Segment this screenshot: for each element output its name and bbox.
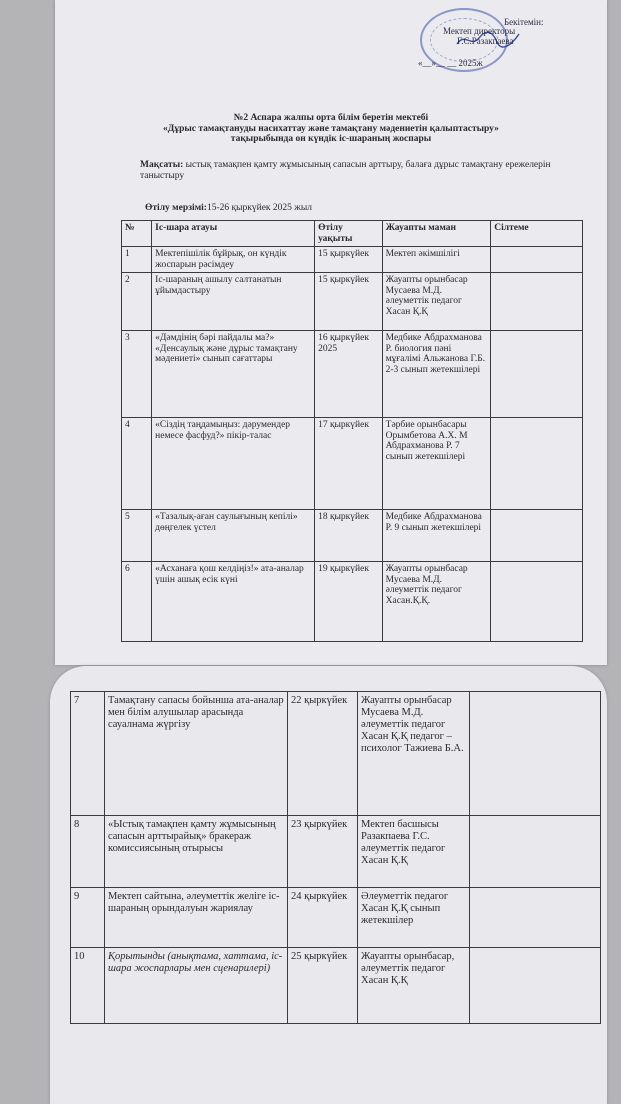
document-title: №2 Аспара жалпы орта білім беретін мектебі «Дұрыс тамақтануды насихаттау және тамақтану мәдениетін қалыптастыру» тақырыбында он күндік іс-шараның жоспары: [163, 113, 499, 144]
approval-block: [55, 0, 607, 80]
table-row: 9 Мектеп сайтына, әлеуметтік желіге іс-шараның орындалуын жариялау 24 қыркүйек Әлеуметтік педагог Хасан Қ.Қ сынып жетекшілер: [71, 888, 601, 948]
table-row: 5 «Тазалық-аған саулығының кепілі» дөңгелек үстел 18 қыркүйек Медбике Абдрахманова Р. 9 сынып жетекшілері: [122, 510, 583, 562]
document-page-2: [50, 666, 607, 1104]
table-row: 3 «Дәмдінің бәрі пайдалы ма?» «Денсаулық және дұрыс тамақтану мәдениеті» сынып сағаттары 16 қыркүйек 2025 Медбике Абдрахманова Р. биология пәні мұғалімі Альжанова Г.Б. 2-3 сынып жетекшілері: [122, 331, 583, 418]
table-row: 10 Қорытынды (анықтама, хаттама, іс-шара жоспарлары мен сценарилері) 25 қыркүйек Жауапты орынбасар, әлеуметтік педагог Хасан Қ.Қ: [71, 948, 601, 1024]
approval-position: Мектеп директоры: [443, 26, 516, 36]
table-row: 7 Тамақтану сапасы бойынша ата-аналар мен білім алушылар арасында сауалнама жүргізу 22 қыркүйек Жауапты орынбасар Мусаева М.Д. әлеуметтік педагог Хасан Қ.Қ педагог – психолог Тажиева Б.А.: [71, 692, 601, 816]
table-row: 4 «Сіздің таңдамыңыз: дәрумендер немесе фасфуд?» пікір-талас 17 қыркүйек Тәрбие орынбасары Орымбетова А.Х. М Абдрахманова Р. 7 сынып жетекшілері: [122, 418, 583, 510]
approval-label: Бекітемін:: [504, 17, 544, 27]
plan-table-page2: [70, 691, 601, 1024]
table-row: 8 «Ыстық тамақпен қамту жұмысының сапасын арттырайық» бракераж комиссиясының отырысы 23 қыркүйек Мектеп басшысы Разакпаева Г.С. әлеуметтік педагог Хасан Қ.Қ: [71, 816, 601, 888]
period: Өтілу мерзімі:15-26 қыркүйек 2025 жыл: [145, 203, 312, 213]
table-row: 2 Іс-шараның ашылу салтанатын ұйымдастыру 15 қыркүйек Жауапты орынбасар Мусаева М.Д. әлеуметтік педагог Хасан Қ.Қ: [122, 273, 583, 331]
table-row: 1 Мектепішілік бұйрық, он күндік жоспарын рәсімдеу 15 қыркүйек Мектеп әкімшілігі: [122, 247, 583, 273]
approval-date: «__»__ __ 2025ж: [418, 58, 483, 68]
table-header-row: № Іс-шара атауы Өтілу уақыты Жауапты маман Сілтеме: [122, 221, 583, 247]
plan-table-page1: [121, 220, 583, 642]
purpose: Мақсаты: ыстық тамақпен қамту жұмысының сапасын арттыру, балаға дұрыс тамақтану ережелерін таныстыру: [140, 160, 551, 181]
approval-name: Г.С.Разакпаева: [457, 36, 514, 46]
document-page-1: [55, 0, 607, 665]
table-row: 6 «Асханаға қош келдіңіз!» ата-аналар үшін ашық есік күні 19 қыркүйек Жауапты орынбасар Мусаева М.Д. әлеуметтік педагог Хасан.Қ.Қ.: [122, 562, 583, 642]
